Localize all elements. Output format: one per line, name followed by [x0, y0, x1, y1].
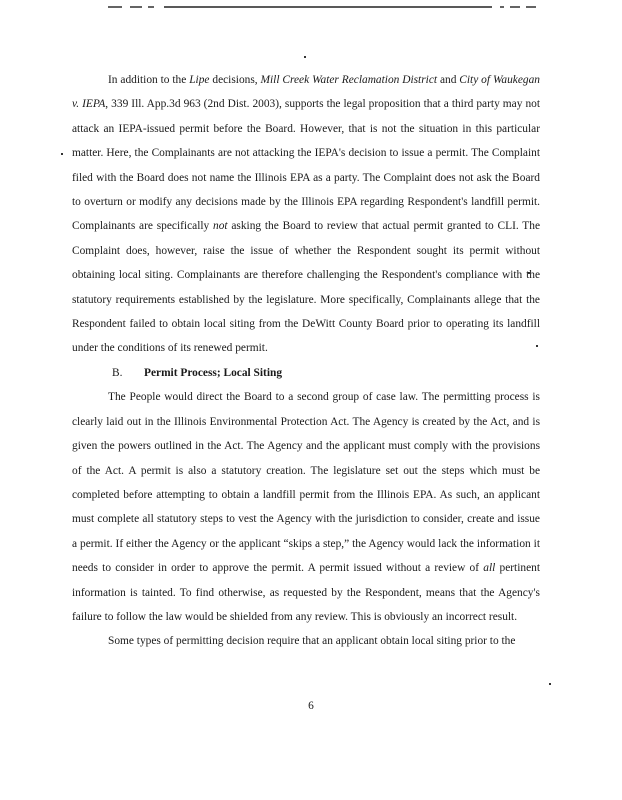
text-run: , 339 Ill. App.3d 963 (2nd Dist. 2003), supports the legal proposition that a third party may not attack an IEPA-issued permit before the Board. However, that is not the situation in this particular matter. Here, the Complainants are not attacking the IEPA's decision to issue a permit. The Complaint filed with the Board does not name the Illinois EPA as a party. The Complaint does not ask the Board to overturn or modify any decisions made by the Illinois EPA regarding Respondent's landfill permit. Complainants are specifically [72, 98, 541, 233]
case-name-mill-creek: Mill Creek Water Reclamation District [260, 74, 438, 86]
case-name-waukegan: City of Waukegan v. IEPA [72, 74, 540, 111]
page-number: 6 [308, 700, 314, 712]
top-border-rule [0, 5, 622, 9]
paragraph-local-siting [72, 629, 540, 653]
emphasis-not: not [213, 220, 228, 233]
scan-speck [61, 153, 63, 155]
case-name-lipe: Lipe [189, 74, 210, 86]
text-run: The People would direct the Board to a second group of case law. The permitting process is clearly laid out in the Illinois Environmental Protection Act. The Agency is created by the Act, and is given the powers outlined in the Act. The Agency and the applicant must comply with the provisions of the Act. A permit is also a statutory creation. The legislature set out the steps which must be completed before attempting to obtain a landfill permit from the Illinois EPA. As such, an applicant must complete all statutory steps to vest the Agency with the jurisdiction to consider, create and issue a permit. If either the Agency or the applicant “skips a step,” the Agency would lack the information it needs to consider in order to approve the permit. A permit issued without a review of [72, 391, 540, 575]
scan-speck [304, 56, 306, 58]
text-run: and [437, 74, 460, 86]
text-run: pertinent information is tainted. To find otherwise, as requested by the Respondent, means that the Agency's failure to follow the law would be shielded from any review. This is obviously an incorrect result. [72, 562, 540, 623]
document-body [72, 68, 540, 654]
text-run: decisions, [209, 74, 261, 86]
section-title: Permit Process; Local Siting [144, 366, 283, 379]
text-run: Some types of permitting decision require that an applicant obtain local siting prior to the [108, 635, 516, 648]
section-letter: B. [112, 366, 123, 379]
text-run: In addition to the [108, 74, 190, 86]
section-heading [72, 361, 540, 385]
scan-speck [549, 683, 551, 685]
paragraph-permit-process [72, 385, 540, 629]
text-run: asking the Board to review that actual permit granted to CLI. The Complaint does, however, raise the issue of whether the Respondent sought its permit without obtaining local siting. Complainants are therefore challenging the Respondent's compliance with the statutory requirements established by the legislature. More specifically, Complainants allege that the Respondent failed to obtain local siting from the DeWitt County Board prior to operating its landfill under the conditions of its renewed permit. [72, 220, 541, 355]
paragraph-lipe-decisions [72, 68, 540, 361]
emphasis-all: all [483, 562, 496, 575]
